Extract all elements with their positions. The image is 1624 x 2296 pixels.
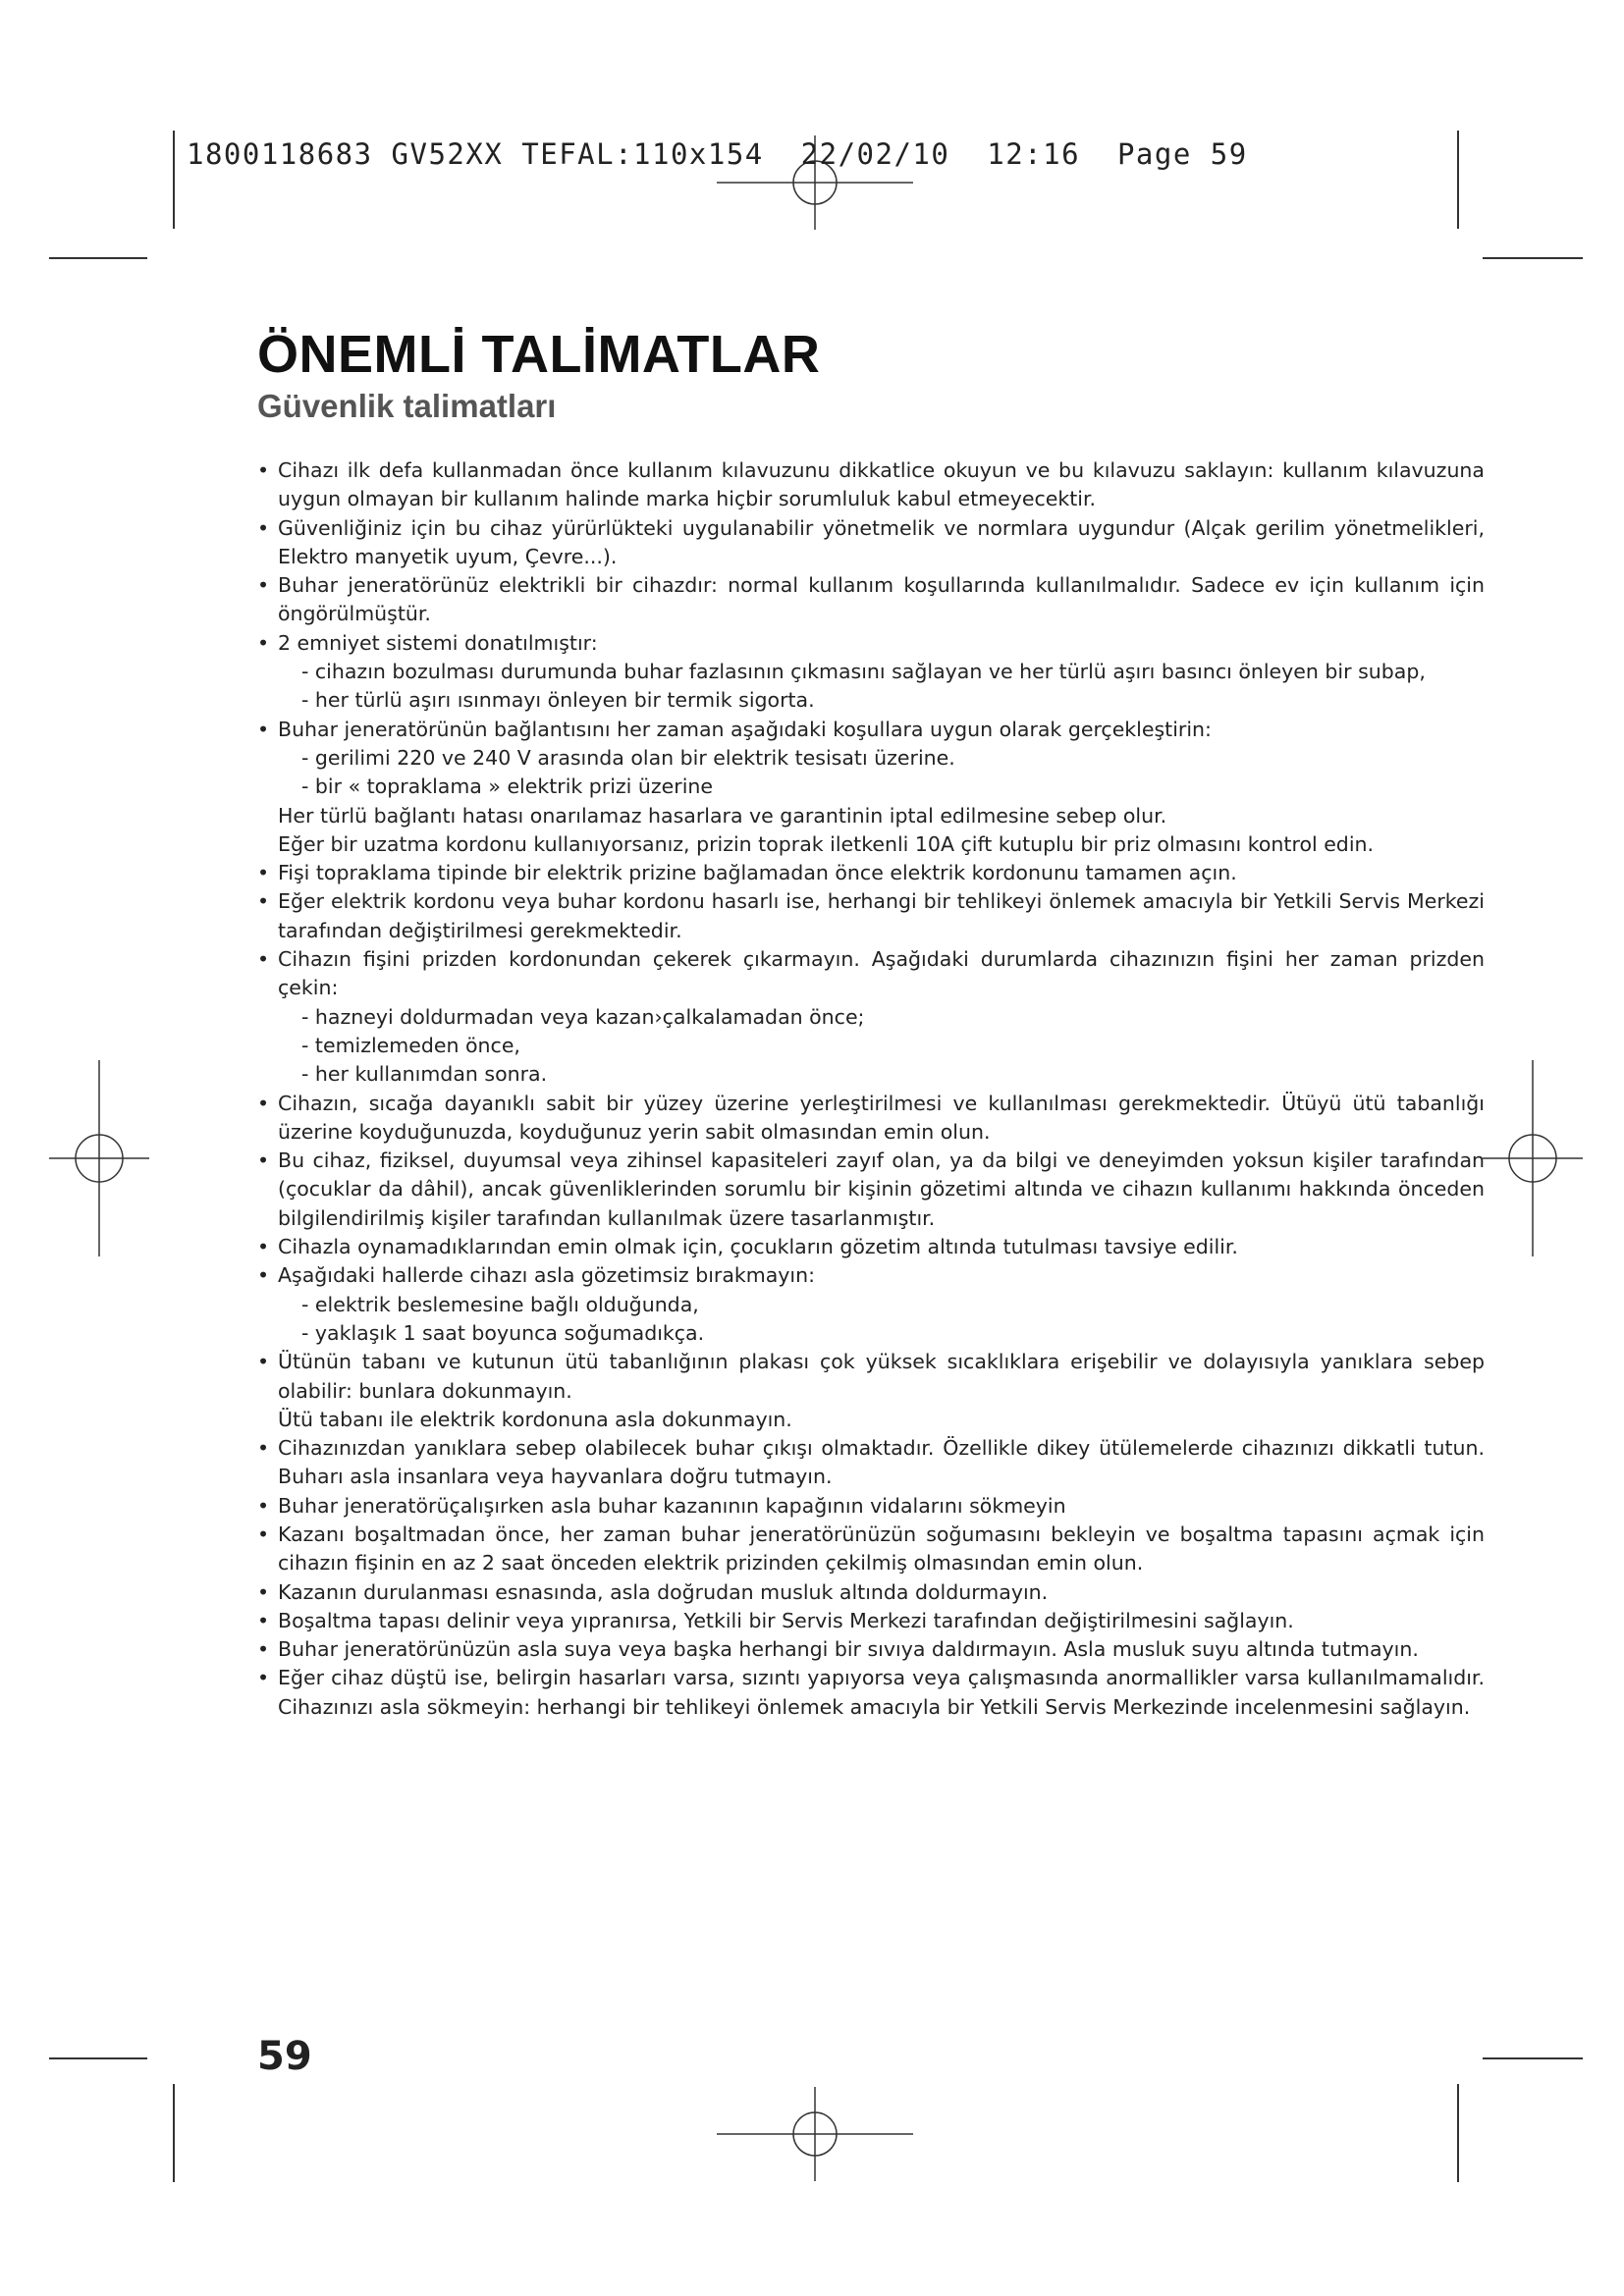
bullet-item: • Bu cihaz, fiziksel, duyumsal veya zihinsel kapasiteleri zayıf olan, ya da bilgi ve deneyimden yoksun kişiler tarafından (çocuklar da dâhil), ancak güvenliklerinden sorumlu bir kişinin gözetimi altında ve cihazın kullanımı hakkında önceden bilgilendirilmiş kişiler tarafından kullanılmak üzere tasarlanmıştır.	[257, 1147, 1485, 1233]
registration-mark-left	[49, 1060, 149, 1256]
bullet-item: • Cihazınızdan yanıklara sebep olabilecek buhar çıkışı olmaktadır. Özellikle dikey ütülemelerde cihazınızı dikkatli tutun. Buharı asla insanlara veya hayvanlara doğru tutmayın.	[257, 1434, 1485, 1492]
continuation-paragraph: Her türlü bağlantı hatası onarılamaz hasarlara ve garantinin iptal edilmesine sebep olur.	[278, 803, 1167, 828]
dash-sub-item: - her kullanımdan sonra.	[301, 1062, 548, 1087]
bullet-item: • Eğer elektrik kordonu veya buhar kordonu hasarlı ise, herhangi bir tehlikeyi önlemek amacıyla bir Yetkili Servis Merkezi tarafından değiştirilmesi gerekmektedir.	[257, 887, 1485, 945]
dash-sub-item: - hazneyi doldurmadan veya kazan›çalkalamadan önce;	[301, 1004, 865, 1029]
bullet-item: • Kazanı boşaltmadan önce, her zaman buhar jeneratörünüzün soğumasını bekleyin ve boşaltma tapasını açmak için cihazın fişinin en az 2 saat önceden elektrik prizinden çekilmiş olmasından emin olun.	[257, 1521, 1485, 1578]
dash-sub-item: - gerilimi 220 ve 240 V arasında olan bir elektrik tesisatı üzerine.	[301, 745, 955, 770]
dash-sub-item: - her türlü aşırı ısınmayı önleyen bir termik sigorta.	[301, 688, 815, 713]
registration-mark-bottom	[717, 2087, 913, 2181]
page-number: 59	[257, 2034, 312, 2079]
safety-instructions-list	[257, 456, 1485, 1722]
dash-sub-item: - cihazın bozulması durumunda buhar fazlasının çıkmasını sağlayan ve her türlü aşırı basıncı önleyen bir subap,	[301, 660, 1426, 684]
continuation-paragraph: Ütü tabanı ile elektrik kordonuna asla dokunmayın.	[278, 1407, 792, 1431]
page-title: ÖNEMLİ TALİMATLAR	[257, 325, 821, 384]
bullet-item: • Cihazı ilk defa kullanmadan önce kullanım kılavuzunu dikkatlice okuyun ve bu kılavuzu saklayın: kullanım kılavuzuna uygun olmayan bir kullanım halinde marka hiçbir sorumluluk kabul etmeyecektir.	[257, 456, 1485, 514]
bullet-item: • Cihazın fişini prizden kordonundan çekerek çıkarmayın. Aşağıdaki durumlarda cihazınızın fişini her zaman prizden çekin:	[257, 945, 1485, 1003]
bullet-item: • Cihazla oynamadıklarından emin olmak için, çocukların gözetim altında tutulması tavsiye edilir.	[257, 1233, 1485, 1261]
dash-sub-item: - yaklaşık 1 saat boyunca soğumadıkça.	[301, 1320, 705, 1345]
bullet-item: • Eğer cihaz düştü ise, belirgin hasarları varsa, sızıntı yapıyorsa veya çalışmasında anormallikler varsa kullanılmamalıdır. Cihazınızı asla sökmeyin: herhangi bir tehlikeyi önlemek amacıyla bir Yetkili Servis Merkezinde incelenmesini sağlayın.	[257, 1664, 1485, 1722]
bullet-item: • Aşağıdaki hallerde cihazı asla gözetimsiz bırakmayın:	[257, 1261, 1485, 1290]
bullet-item: • Ütünün tabanı ve kutunun ütü tabanlığının plakası çok yüksek sıcaklıklara erişebilir ve dolayısıyla yanıklara sebep olabilir: bunlara dokunmayın.	[257, 1348, 1485, 1406]
bullet-item: • Buhar jeneratörünüzün asla suya veya başka herhangi bir sıvıya daldırmayın. Asla musluk suyu altında tutmayın.	[257, 1635, 1485, 1664]
bullet-item: • Güvenliğiniz için bu cihaz yürürlükteki uygulanabilir yönetmelik ve normlara uygundur (Alçak gerilim yönetmelikleri, Elektro manyetik uyum, Çevre...).	[257, 514, 1485, 572]
dash-sub-item: - elektrik beslemesine bağlı olduğunda,	[301, 1292, 699, 1316]
bullet-item: • Cihazın, sıcağa dayanıklı sabit bir yüzey üzerine yerleştirilmesi ve kullanılması gerekmektedir. Ütüyü ütü tabanlığı üzerine koyduğunuzda, koyduğunuz yerin sabit olmasından emin olun.	[257, 1090, 1485, 1148]
dash-sub-item: - temizlemeden önce,	[301, 1033, 520, 1057]
continuation-paragraph: Eğer bir uzatma kordonu kullanıyorsanız, prizin toprak iletkenli 10A çift kutuplu bir priz olmasını kontrol edin.	[278, 831, 1375, 856]
bullet-item: • Boşaltma tapası delinir veya yıpranırsa, Yetkili bir Servis Merkezi tarafından değiştirilmesini sağlayın.	[257, 1607, 1485, 1635]
bullet-item: • Buhar jeneratörünün bağlantısını her zaman aşağıdaki koşullara uygun olarak gerçekleştirin:	[257, 716, 1485, 744]
section-subtitle: Güvenlik talimatları	[257, 388, 557, 424]
registration-mark-right	[1483, 1060, 1583, 1256]
dash-sub-item: - bir « topraklama » elektrik prizi üzerine	[301, 774, 713, 799]
bullet-item: • Fişi topraklama tipinde bir elektrik prizine bağlamadan önce elektrik kordonunu tamamen açın.	[257, 859, 1485, 887]
bullet-item: • Kazanın durulanması esnasında, asla doğrudan musluk altında doldurmayın.	[257, 1578, 1485, 1607]
bullet-item: • Buhar jeneratörünüz elektrikli bir cihazdır: normal kullanım koşullarında kullanılmalıdır. Sadece ev için kullanım için öngörülmüştür.	[257, 571, 1485, 629]
bullet-item: • 2 emniyet sistemi donatılmıştır:	[257, 629, 1485, 658]
print-slug-line: 1800118683 GV52XX TEFAL:110x154 22/02/10 12:16 Page 59	[187, 137, 1248, 171]
bullet-item: • Buhar jeneratörüçalışırken asla buhar kazanının kapağının vidalarını sökmeyin	[257, 1492, 1485, 1521]
